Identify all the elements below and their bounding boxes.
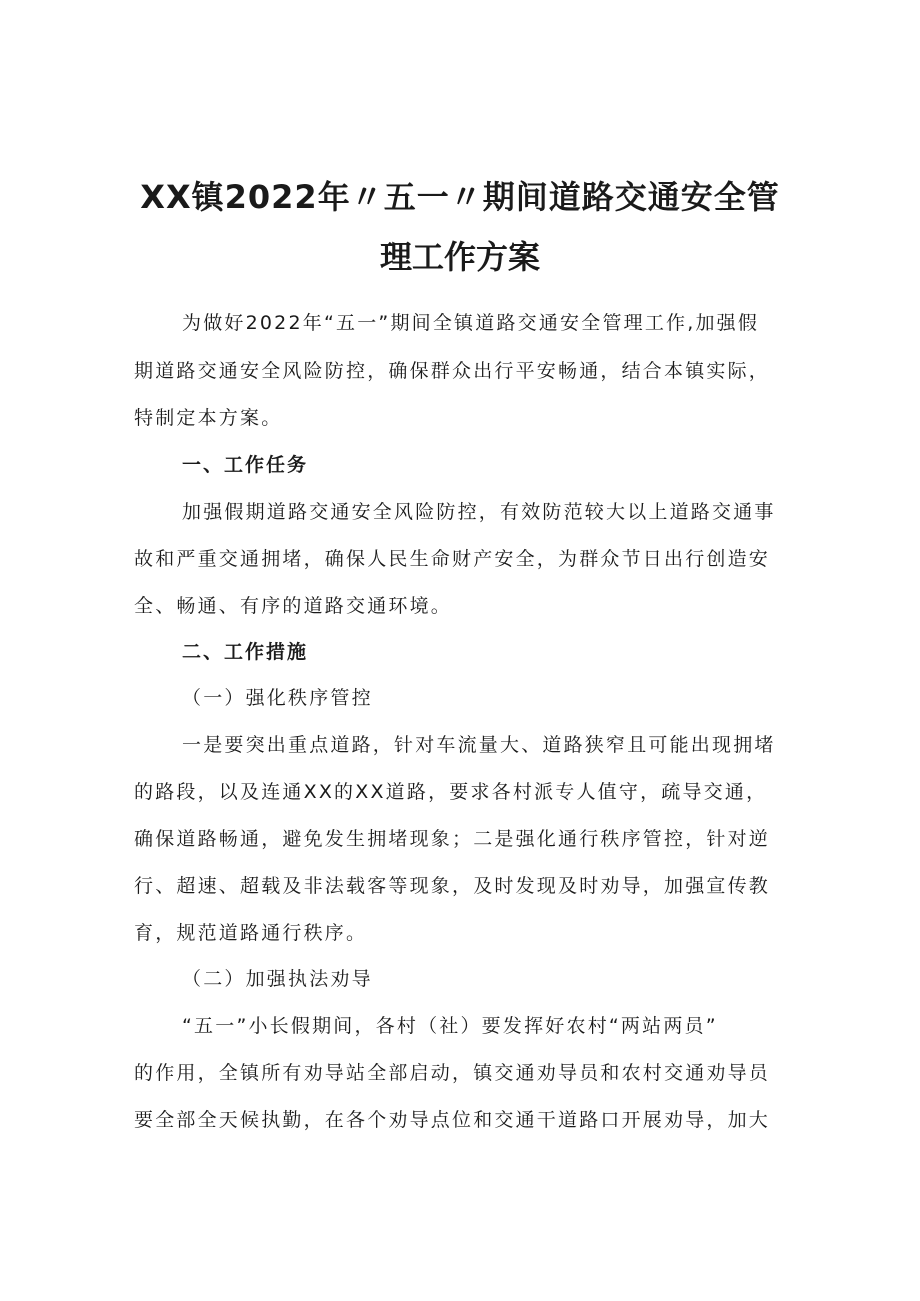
section-1-line: 故和严重交通拥堵，确保人民生命财产安全，为群众节日出行创造安 bbox=[134, 548, 771, 570]
intro-line: 期道路交通安全风险防控，确保群众出行平安畅通，结合本镇实际， bbox=[134, 360, 771, 382]
section-2-heading: 二、工作措施 bbox=[182, 641, 309, 663]
subsection-2-line: “五一”小长假期间，各村（社）要发挥好农村“两站两员” bbox=[182, 1015, 718, 1037]
intro-line: 为做好2022年“五一”期间全镇道路交通安全管理工作,加强假 bbox=[182, 312, 760, 334]
subsection-1-line: 一是要突出重点道路，针对车流量大、道路狭窄且可能出现拥堵 bbox=[182, 734, 776, 756]
subsection-1-line: 行、超速、超载及非法载客等现象，及时发现及时劝导，加强宣传教 bbox=[134, 875, 771, 897]
intro-line: 特制定本方案。 bbox=[134, 407, 283, 429]
subsection-1-line: 确保道路畅通，避免发生拥堵现象；二是强化通行秩序管控，针对逆 bbox=[134, 828, 771, 850]
subsection-1-heading: （一）强化秩序管控 bbox=[182, 687, 373, 709]
subsection-2-line: 的作用，全镇所有劝导站全部启动，镇交通劝导员和农村交通劝导员 bbox=[134, 1062, 771, 1084]
subsection-2-line: 要全部全天候执勤，在各个劝导点位和交通干道路口开展劝导，加大 bbox=[134, 1109, 771, 1131]
section-1-heading: 一、工作任务 bbox=[182, 454, 309, 476]
section-1-line: 全、畅通、有序的道路交通环境。 bbox=[134, 595, 453, 617]
document-title-line-2: 理工作方案 bbox=[379, 238, 540, 276]
section-1-line: 加强假期道路交通安全风险防控，有效防范较大以上道路交通事 bbox=[182, 501, 776, 523]
subsection-2-heading: （二）加强执法劝导 bbox=[182, 968, 373, 990]
document-title-line-1: XX镇2022年〃五一〃期间道路交通安全管 bbox=[140, 178, 780, 216]
subsection-1-line: 育，规范道路通行秩序。 bbox=[134, 922, 368, 944]
subsection-1-line: 的路段，以及连通XX的XX道路，要求各村派专人值守，疏导交通， bbox=[134, 781, 768, 803]
